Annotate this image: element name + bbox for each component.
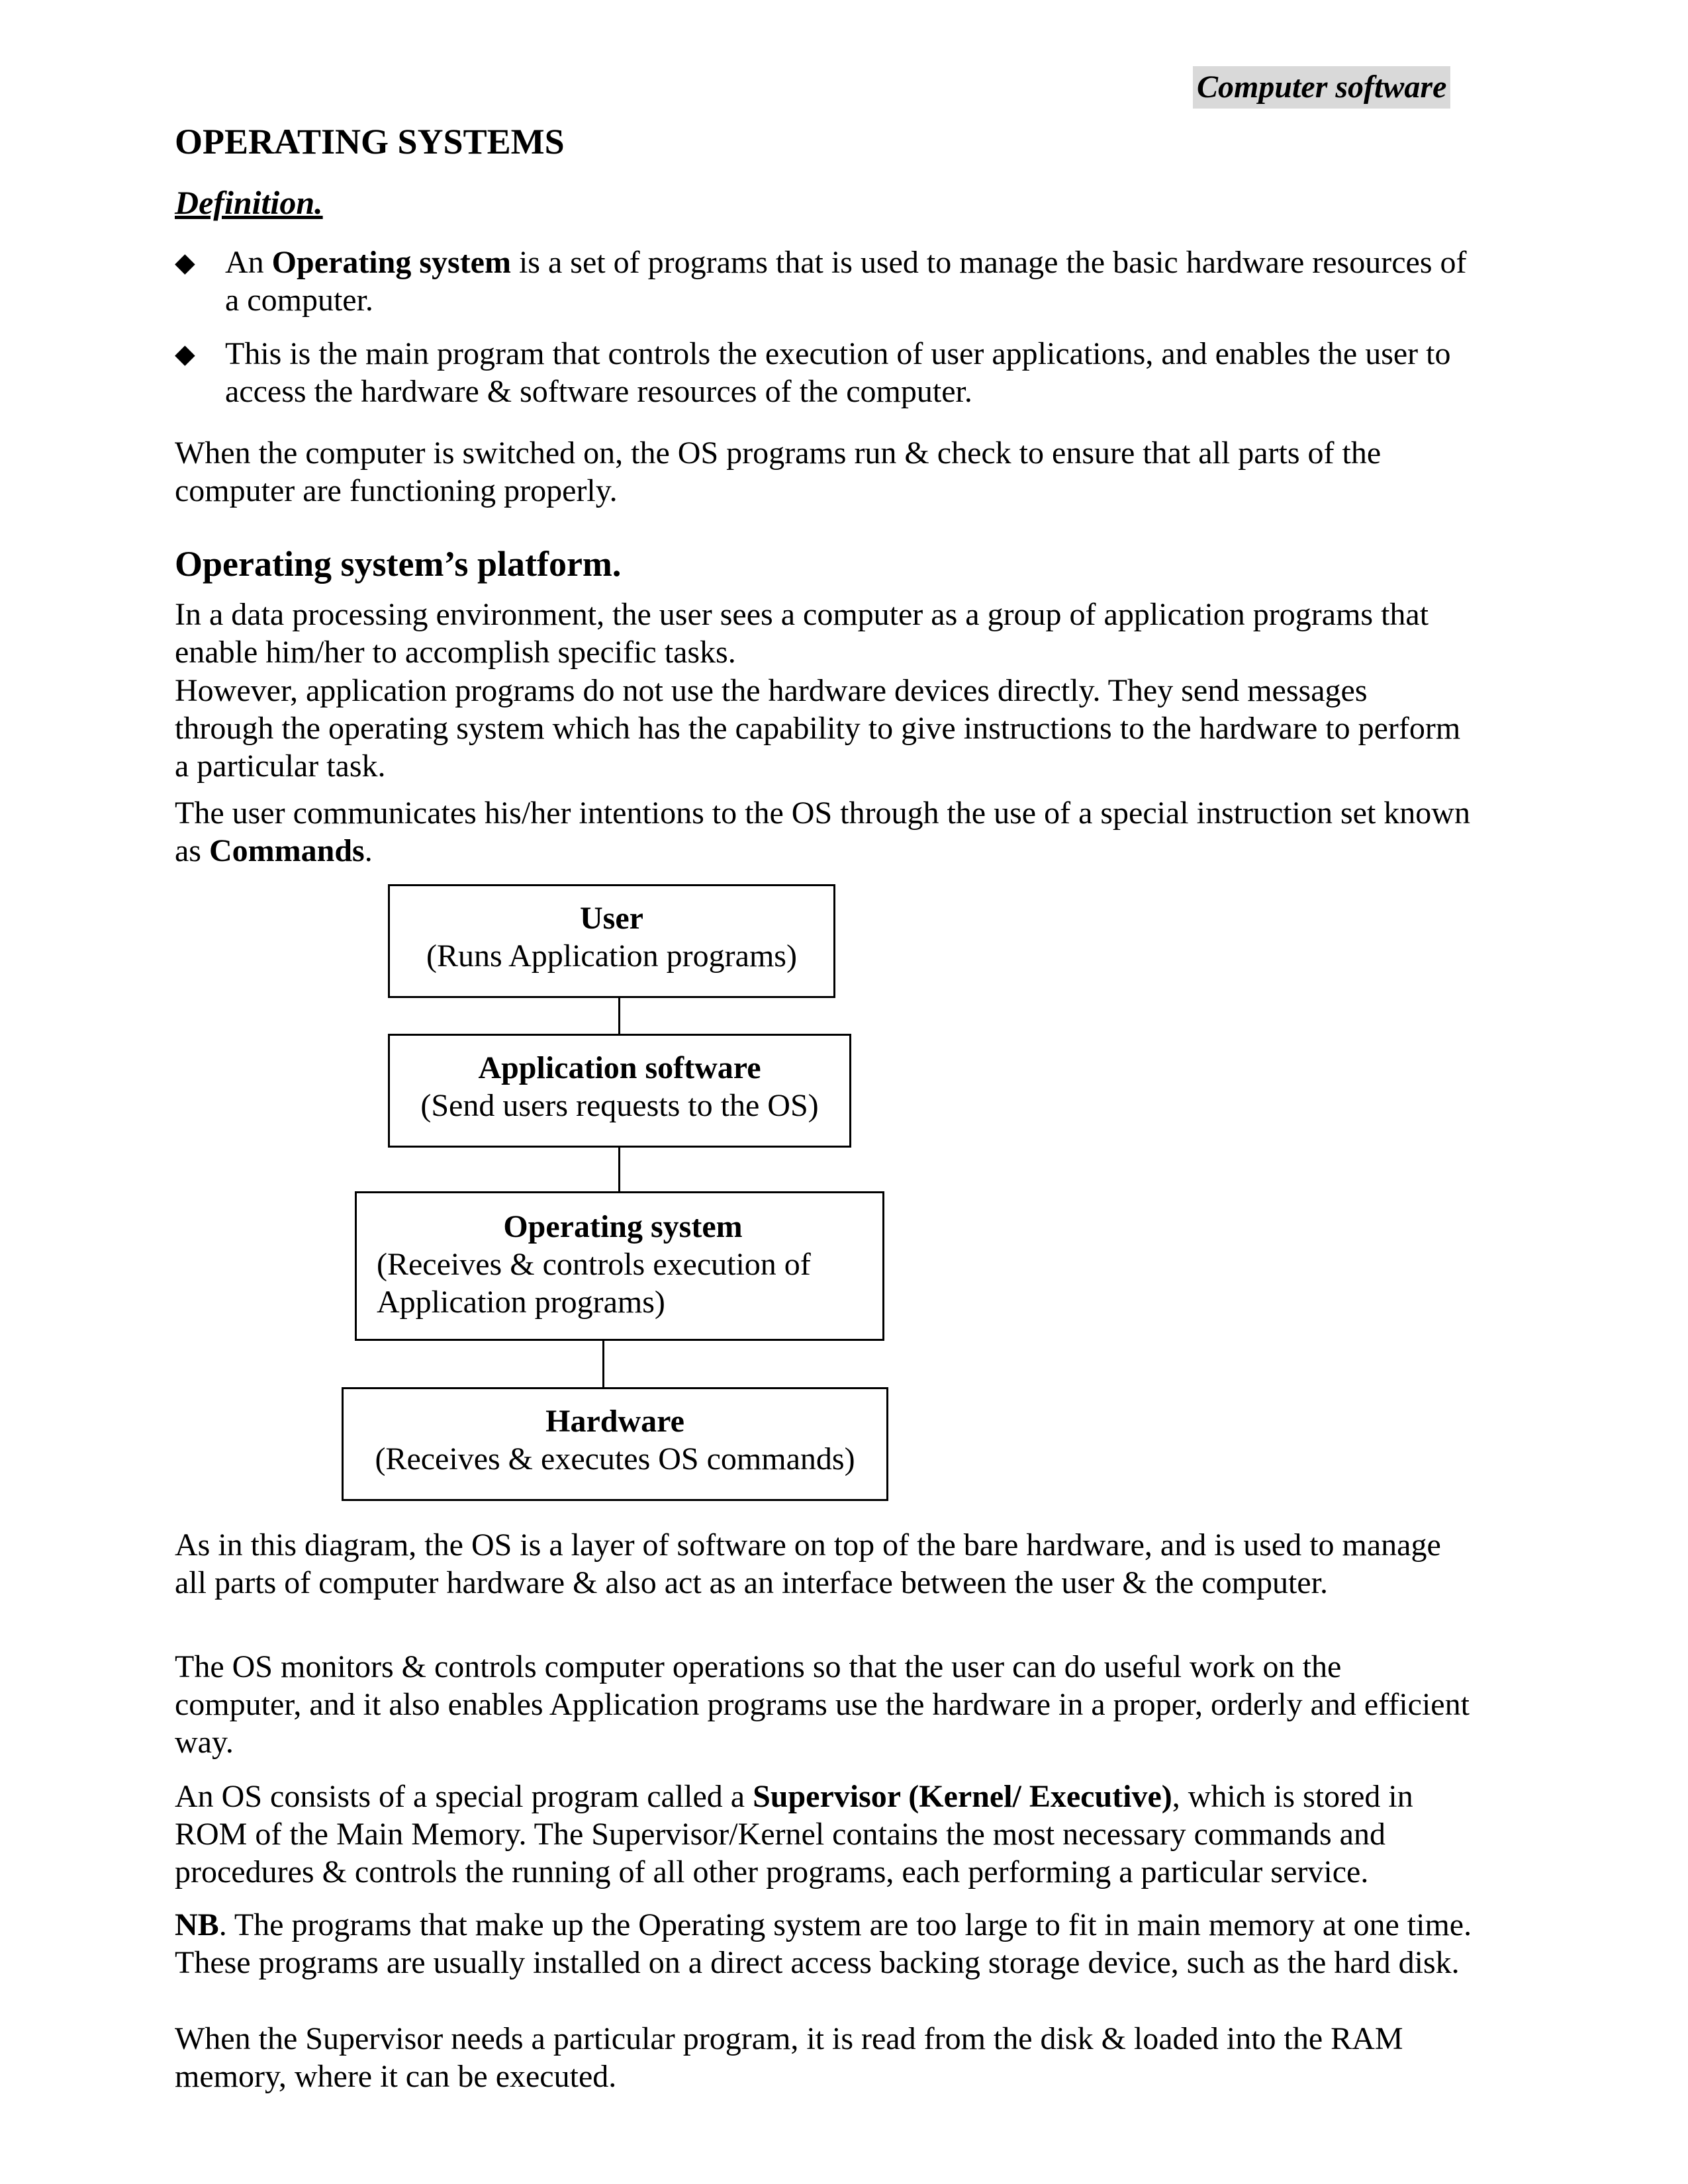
diamond-bullet-icon: ◆	[175, 339, 195, 369]
bullet-text: An Operating system is a set of programs that is used to manage the basic hardware resources of a computer.	[225, 245, 1467, 318]
platform-paragraph-2: However, application programs do not use the hardware devices directly. They send messages through the operating system which has the capability to give instructions to the hardware to perform a particular task.	[175, 673, 1461, 784]
box-description: (Send users requests to the OS)	[420, 1088, 819, 1123]
box-title: Hardware	[545, 1404, 684, 1439]
box-description: (Receives & executes OS commands)	[375, 1441, 855, 1477]
after-paragraph-5: When the Supervisor needs a particular program, it is read from the disk & loaded into the RAM memory, where it can be executed.	[175, 2021, 1403, 2094]
platform-paragraph-1: In a data processing environment, the user sees a computer as a group of application programs that enable him/her to accomplish specific tasks.	[175, 597, 1429, 670]
definition-paragraph: When the computer is switched on, the OS programs run & check to ensure that all parts of the computer are functioning properly.	[175, 435, 1382, 508]
box-title: User	[580, 901, 643, 936]
definition-bullet-2	[175, 335, 1472, 410]
box-description: (Runs Application programs)	[426, 938, 797, 974]
nb-paragraph: NB. The programs that make up the Operating system are too large to fit in main memory at one time. These programs are usually installed on a direct access backing storage device, such as the hard disk.	[175, 1907, 1472, 1980]
after-paragraph-2: The OS monitors & controls computer operations so that the user can do useful work on the computer, and it also enables Application programs use the hardware in a proper, orderly and efficient way.	[175, 1649, 1470, 1760]
header-tag: Computer software	[1193, 66, 1450, 109]
box-title: Application software	[478, 1050, 761, 1085]
bullet-text: This is the main program that controls the execution of user applications, and enables the user to access the hardware & software resources of the computer.	[225, 336, 1451, 409]
definition-heading: Definition.	[175, 184, 323, 221]
diamond-bullet-icon: ◆	[175, 248, 195, 277]
diagram-box-hardware	[342, 1387, 888, 1501]
diagram-box-user	[388, 884, 835, 998]
diagram-box-application-software	[388, 1034, 851, 1148]
box-description: (Receives & controls execution of Application programs)	[377, 1247, 811, 1320]
page-title: OPERATING SYSTEMS	[175, 122, 565, 161]
supervisor-paragraph: An OS consists of a special program called a Supervisor (Kernel/ Executive), which is stored in ROM of the Main Memory. The Supervisor/Kernel contains the most necessary commands and procedures & controls the running of all other programs, each performing a particular service.	[175, 1779, 1413, 1889]
connector-line	[618, 998, 620, 1034]
definition-bullet-1	[175, 244, 1472, 319]
platform-heading: Operating system’s platform.	[175, 544, 622, 584]
connector-line	[618, 1148, 620, 1191]
after-paragraph-1: As in this diagram, the OS is a layer of software on top of the bare hardware, and is used to manage all parts of computer hardware & also act as an interface between the user & the computer.	[175, 1527, 1441, 1600]
platform-paragraph-3: The user communicates his/her intentions to the OS through the use of a special instruction set known as Commands.	[175, 796, 1470, 868]
diagram-box-operating-system	[355, 1191, 884, 1341]
box-title: Operating system	[503, 1209, 743, 1244]
connector-line	[602, 1341, 604, 1387]
